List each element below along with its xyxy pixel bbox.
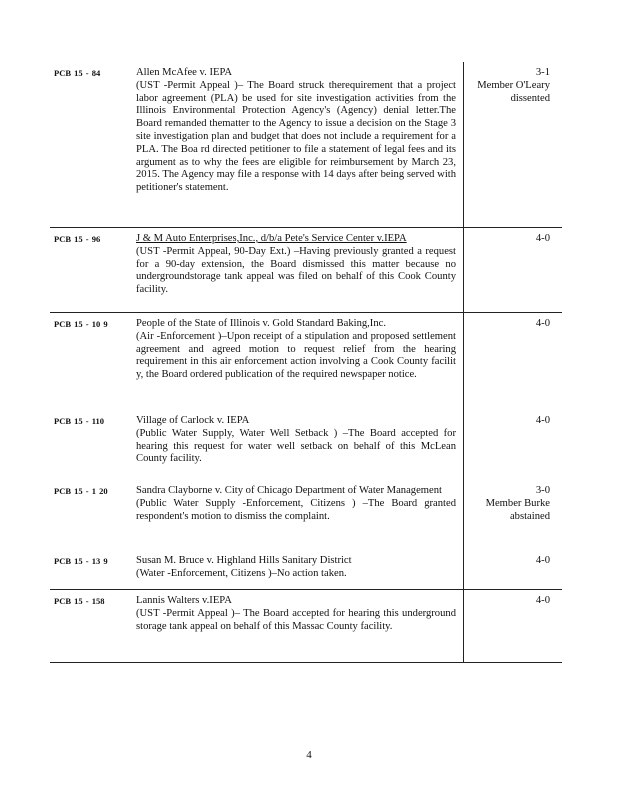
case-title: People of the State of Illinois v. Gold Standard Baking,Inc. bbox=[136, 318, 386, 329]
table-row bbox=[50, 313, 562, 410]
case-description bbox=[136, 480, 462, 550]
vote-cell bbox=[463, 62, 562, 227]
case-description bbox=[136, 62, 462, 227]
vote-cell bbox=[463, 550, 562, 589]
case-body: (Public Water Supply, Water Well Setback ) –The Board accepted for hearing this request for water well setback on behalf of this McLean County facility. bbox=[136, 427, 456, 465]
case-number: PCB 15 - 13 9 bbox=[54, 556, 108, 566]
vote-cell bbox=[463, 410, 562, 480]
vote-count: 4-0 bbox=[535, 415, 550, 426]
vote-note: Member O'Leary dissented bbox=[477, 79, 550, 104]
case-description bbox=[136, 550, 462, 589]
table-row bbox=[50, 480, 562, 550]
case-title: Allen McAfee v. IEPA bbox=[136, 67, 233, 78]
table-row bbox=[50, 410, 562, 480]
vote-count: 3-1 bbox=[535, 67, 550, 78]
case-description bbox=[136, 228, 462, 312]
case-body: (Air -Enforcement )–Upon receipt of a stipulation and proposed settlement agreement and agreed motion to request relief from the hearing requirement in this air enforcement action involving a Cook County facilit y, the Board ordered publication of the required newspaper notice. bbox=[136, 330, 456, 381]
case-title: Lannis Walters v.IEPA bbox=[136, 595, 232, 606]
table-row bbox=[50, 62, 562, 228]
vote-count: 4-0 bbox=[535, 595, 550, 606]
vote-note: Member Burke abstained bbox=[485, 497, 550, 522]
vote-cell bbox=[463, 228, 562, 312]
case-number: PCB 15 - 10 9 bbox=[54, 319, 108, 329]
case-number: PCB 15 - 96 bbox=[54, 234, 101, 244]
case-description bbox=[136, 590, 462, 662]
vote-cell bbox=[463, 313, 562, 410]
case-body: (UST -Permit Appeal, 90-Day Ext.) –Having previously granted a request for a 90-day extension, the Board dismissed this matter because no undergroundstorage tank appeal was filed on behalf of this Cook County facility. bbox=[136, 245, 456, 296]
case-title: Village of Carlock v. IEPA bbox=[136, 415, 250, 426]
case-body: (UST -Permit Appeal )– The Board accepted for hearing this underground storage tank appeal on behalf of this Massac County facility. bbox=[136, 607, 456, 632]
case-body: (Water -Enforcement, Citizens )–No action taken. bbox=[136, 567, 347, 579]
table-row bbox=[50, 550, 562, 590]
case-description bbox=[136, 410, 462, 480]
case-title: Susan M. Bruce v. Highland Hills Sanitary District bbox=[136, 555, 352, 566]
case-title: Sandra Clayborne v. City of Chicago Department of Water Management bbox=[136, 485, 442, 496]
case-body: (Public Water Supply -Enforcement, Citizens ) –The Board granted respondent's motion to dismiss the complaint. bbox=[136, 497, 456, 522]
vote-count: 3-0 bbox=[535, 485, 550, 496]
case-title: J & M Auto Enterprises,Inc., d/b/a Pete's Service Center v.IEPA bbox=[136, 233, 407, 244]
agenda-table bbox=[50, 62, 562, 663]
case-number: PCB 15 - 1 20 bbox=[54, 486, 108, 496]
vote-cell bbox=[463, 480, 562, 550]
case-number: PCB 15 - 84 bbox=[54, 68, 101, 78]
table-row bbox=[50, 228, 562, 313]
table-row bbox=[50, 590, 562, 663]
case-description bbox=[136, 313, 462, 410]
page-number: 4 bbox=[306, 749, 312, 761]
vote-cell bbox=[463, 590, 562, 662]
case-number: PCB 15 - 158 bbox=[54, 596, 105, 606]
case-body: (UST -Permit Appeal )– The Board struck therequirement that a project labor agreement (PLA) be used for site investigation activities from the Illinois Environmental Protection Agency's (Agency) denial letter.The Board remanded thematter to the Agency to issue a decision on the Stage 3 site investigation plan and budget that does not include a requirement for a PLA. The Boa rd directed petitioner to file a statement of legal fees and its argument as to why the fees are eligible for reimbursement by March 23, 2015. The Agency may file a response with 14 days after being served with petitioner's statement. bbox=[136, 79, 456, 194]
vote-count: 4-0 bbox=[535, 318, 550, 329]
vote-count: 4-0 bbox=[535, 555, 550, 566]
case-number: PCB 15 - 110 bbox=[54, 416, 104, 426]
vote-count: 4-0 bbox=[535, 233, 550, 244]
